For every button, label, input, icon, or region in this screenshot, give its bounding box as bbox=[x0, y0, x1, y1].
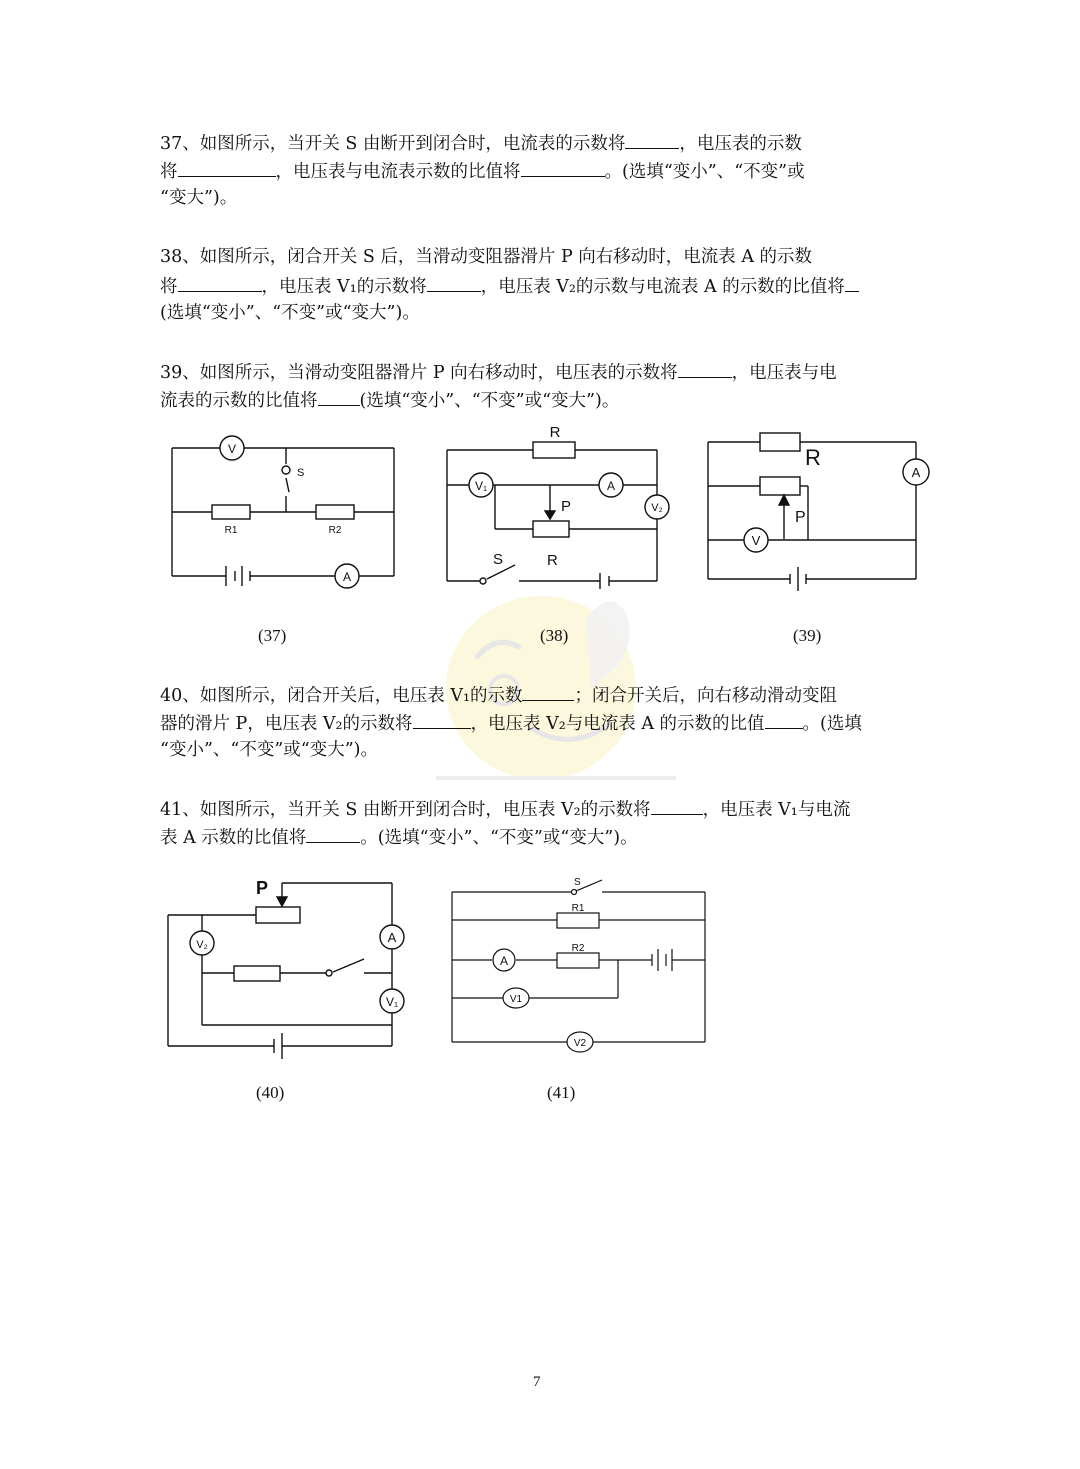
r1-label: R1 bbox=[224, 525, 238, 536]
q40-text-4: ，电压表 V₂与电流表 A 的示数的比值 bbox=[470, 714, 765, 734]
p-label: P bbox=[256, 878, 269, 898]
r-top-label: R bbox=[549, 424, 561, 441]
q41-text-3: 表 A 示数的比值将 bbox=[160, 828, 307, 848]
circuit-diagram-38 bbox=[435, 415, 680, 595]
q40-blank-3[interactable] bbox=[765, 708, 803, 729]
v1-label: V1 bbox=[509, 994, 523, 1005]
q38-text-3: ，电压表 V₁的示数将 bbox=[261, 277, 427, 297]
q37-blank-2[interactable] bbox=[178, 156, 276, 177]
circuit-diagram-40 bbox=[160, 875, 410, 1065]
v2-label: V₂ bbox=[196, 939, 208, 951]
p-label: P bbox=[561, 498, 572, 515]
question-39 bbox=[160, 357, 837, 413]
voltmeter-label: V bbox=[751, 533, 761, 548]
q37-blank-3[interactable] bbox=[521, 156, 605, 177]
q40-text-5: 。(选填 bbox=[802, 714, 862, 734]
question-40 bbox=[160, 680, 862, 764]
caption-38: (38) bbox=[540, 626, 569, 645]
v1-label: V₁ bbox=[474, 479, 488, 493]
q41-blank-2[interactable] bbox=[306, 822, 360, 843]
voltmeter-label: V bbox=[227, 442, 237, 456]
question-38 bbox=[160, 243, 859, 327]
q37-text-2: ，电压表的示数 bbox=[679, 134, 802, 154]
circuit-diagram-41 bbox=[440, 870, 720, 1060]
question-37 bbox=[160, 128, 805, 212]
q38-blank-2[interactable] bbox=[427, 271, 481, 292]
circuit-diagram-37 bbox=[160, 430, 410, 600]
q41-text-2: ，电压表 V₁与电流 bbox=[702, 800, 851, 820]
caption-39: (39) bbox=[793, 626, 822, 645]
q39-text-3: 流表的示数的比值将 bbox=[160, 391, 318, 411]
switch-label: S bbox=[297, 467, 305, 479]
ammeter-label: A bbox=[606, 479, 616, 493]
q40-blank-1[interactable] bbox=[522, 680, 574, 701]
q38-text-2: 将 bbox=[160, 277, 178, 297]
r-bottom-label: R bbox=[547, 552, 558, 569]
caption-40: (40) bbox=[256, 1083, 285, 1102]
q39-blank-2[interactable] bbox=[318, 385, 360, 406]
v2-label: V₂ bbox=[651, 502, 663, 514]
q41-blank-1[interactable] bbox=[651, 794, 703, 815]
q37-text-3: 将 bbox=[160, 162, 178, 182]
v1-label: V₁ bbox=[385, 995, 399, 1009]
switch-label: S bbox=[493, 551, 504, 568]
ammeter-label: A bbox=[387, 930, 397, 945]
q37-text-5: 。(选填“变小”、“不变”或 bbox=[604, 162, 805, 182]
p-label: P bbox=[795, 509, 806, 526]
q39-text-1: 39、如图所示，当滑动变阻器滑片 P 向右移动时，电压表的示数将 bbox=[160, 363, 678, 383]
q37-blank-1[interactable] bbox=[625, 128, 679, 149]
q39-text-4: (选填“变小”、“不变”或“变大”)。 bbox=[359, 391, 620, 411]
ammeter-label: A bbox=[499, 954, 509, 968]
circuit-diagram-39 bbox=[700, 425, 935, 595]
r-label: R bbox=[805, 445, 821, 470]
q40-text-2: ；闭合开关后，向右移动滑动变阻 bbox=[574, 686, 837, 706]
q39-blank-1[interactable] bbox=[678, 357, 732, 378]
r2-label: R2 bbox=[571, 943, 585, 954]
q41-text-4: 。(选填“变小”、“不变”或“变大”)。 bbox=[360, 828, 638, 848]
q38-text-1: 38、如图所示，闭合开关 S 后，当滑动变阻器滑片 P 向右移动时，电流表 A 的示数 bbox=[160, 247, 813, 267]
q38-text-4: ，电压表 V₂的示数与电流表 A 的示数的比值将 bbox=[480, 277, 845, 297]
caption-37: (37) bbox=[258, 626, 287, 645]
ammeter-label: A bbox=[342, 570, 352, 584]
r2-label: R2 bbox=[328, 525, 342, 536]
caption-41: (41) bbox=[547, 1083, 576, 1102]
q40-text-1: 40、如图所示，闭合开关后，电压表 V₁的示数 bbox=[160, 686, 523, 706]
q40-text-6: “变小”、“不变”或“变大”)。 bbox=[160, 740, 379, 760]
q40-blank-2[interactable] bbox=[413, 708, 471, 729]
question-41 bbox=[160, 794, 850, 850]
q37-text-6: “变大”)。 bbox=[160, 188, 238, 208]
q41-text-1: 41、如图所示，当开关 S 由断开到闭合时，电压表 V₂的示数将 bbox=[160, 800, 651, 820]
q37-text-1: 37、如图所示，当开关 S 由断开到闭合时，电流表的示数将 bbox=[160, 134, 626, 154]
q39-text-2: ，电压表与电 bbox=[731, 363, 837, 383]
q37-text-4: ，电压表与电流表示数的比值将 bbox=[275, 162, 521, 182]
r1-label: R1 bbox=[571, 903, 585, 914]
switch-label: S bbox=[574, 877, 581, 888]
ammeter-label: A bbox=[911, 465, 921, 480]
q38-blank-3[interactable] bbox=[845, 271, 859, 292]
v2-label: V2 bbox=[573, 1038, 587, 1049]
q40-text-3: 器的滑片 P，电压表 V₂的示数将 bbox=[160, 714, 413, 734]
page-number: 7 bbox=[533, 1374, 541, 1390]
q38-blank-1[interactable] bbox=[178, 271, 262, 292]
q38-text-5: (选填“变小”、“不变”或“变大”)。 bbox=[160, 303, 420, 323]
